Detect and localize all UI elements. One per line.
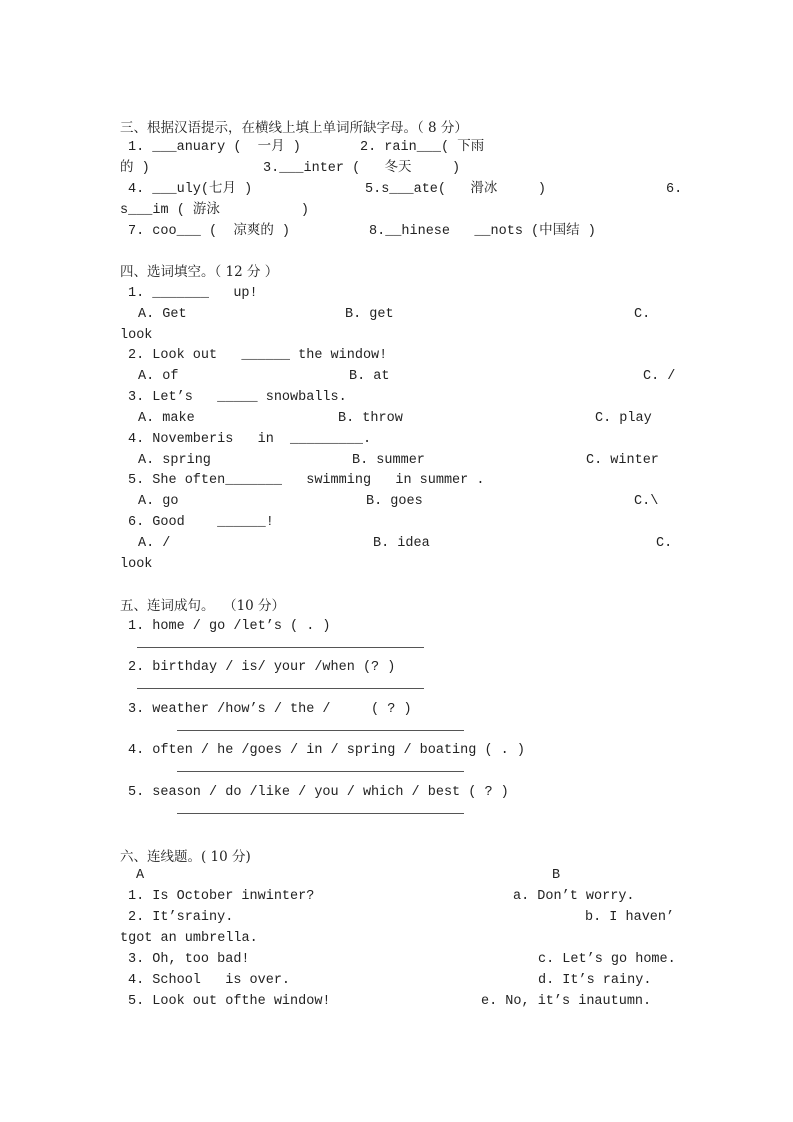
s5-answer-line-5[interactable] [177, 813, 464, 814]
s5-question-2: 2. birthday / is/ your /when (? ) [128, 660, 396, 675]
s3-item-6: s___im ( 游泳 ) [120, 203, 310, 218]
s6-a-item-3: 3. Oh, too bad! [128, 952, 250, 967]
s3-item-4: 4. ___uly(七月 ) [128, 182, 253, 197]
s4-q2-option-c: C. / [643, 369, 676, 384]
s5-answer-line-2[interactable] [137, 688, 424, 689]
s3-item-5: 5.s___ate( 滑冰 ) [365, 182, 546, 197]
s4-q5-option-a: A. go [138, 494, 179, 509]
s6-b-item-b: b. I haven’ [585, 910, 675, 925]
s5-answer-line-1[interactable] [137, 647, 424, 648]
s5-question-3: 3. weather /how’s / the / ( ? ) [128, 702, 412, 717]
s5-question-5: 5. season / do /like / you / which / best ( ? ) [128, 785, 509, 800]
s4-q1-option-b: B. get [345, 307, 394, 322]
s4-q3-option-b: B. throw [338, 411, 403, 426]
s4-q2-option-b: B. at [349, 369, 390, 384]
s6-a-item-1: 1. Is October inwinter? [128, 889, 315, 904]
s6-b-item-e: e. No, it’s inautumn. [481, 994, 652, 1009]
s3-item-1: 1. ___anuary ( 一月 ) [128, 140, 301, 155]
s6-a-item-4: 4. School is over. [128, 973, 291, 988]
s4-q4-option-b: B. summer [352, 453, 425, 468]
s4-q3-option-a: A. make [138, 411, 195, 426]
s6-column-a-label: A [136, 868, 145, 883]
s4-question-2: 2. Look out ______ the window! [128, 348, 388, 363]
s3-item-2: 2. rain___( 下雨 [360, 140, 485, 155]
s4-q1-option-a: A. Get [138, 307, 187, 322]
s4-q2-option-a: A. of [138, 369, 179, 384]
s3-item-8: 8.__hinese __nots (中国结 ) [369, 224, 596, 239]
s4-question-5: 5. She often_______ swimming in summer . [128, 473, 485, 488]
s3-item-7: 7. coo___ ( 凉爽的 ) [128, 224, 291, 239]
s5-question-1: 1. home / go /let’s ( . ) [128, 619, 331, 634]
s4-question-1: 1. _______ up! [128, 286, 258, 301]
section-4-heading: 四、选词填空。（ 12 分 ） [120, 264, 279, 280]
s4-q6-option-c: C. [656, 536, 673, 551]
s4-q3-option-c: C. play [595, 411, 652, 426]
s6-a-item-5: 5. Look out ofthe window! [128, 994, 331, 1009]
s4-q1-option-c: C. [634, 307, 651, 322]
s4-q1-option-c-text: look [120, 328, 153, 343]
s4-q5-option-b: B. goes [366, 494, 423, 509]
s4-q6-option-c-text: look [120, 557, 153, 572]
s5-answer-line-3[interactable] [177, 730, 464, 731]
section-5-heading: 五、连词成句。 （10 分） [120, 598, 286, 614]
s3-item-2-cont: 的 ) [120, 161, 150, 176]
section-6-heading: 六、连线题。( 10 分) [120, 849, 251, 865]
s4-question-4: 4. Novemberis in _________. [128, 432, 372, 447]
s4-q4-option-c: C. winter [586, 453, 659, 468]
s3-item-6-number: 6. [666, 182, 683, 197]
s6-column-b-label: B [552, 868, 561, 883]
s6-b-item-b-cont: tgot an umbrella. [120, 931, 258, 946]
s6-b-item-c: c. Let’s go home. [538, 952, 676, 967]
s6-b-item-a: a. Don’t worry. [513, 889, 635, 904]
s5-question-4: 4. often / he /goes / in / spring / boating ( . ) [128, 743, 525, 758]
s6-b-item-d: d. It’s rainy. [538, 973, 652, 988]
s4-question-6: 6. Good ______! [128, 515, 274, 530]
section-3-heading: 三、根据汉语提示，在横线上填上单词所缺字母。（ 8 分） [120, 120, 468, 136]
s6-a-item-2: 2. It’srainy. [128, 910, 234, 925]
s5-answer-line-4[interactable] [177, 771, 464, 772]
s4-q5-option-c: C.\ [634, 494, 659, 509]
s4-q6-option-a: A. / [138, 536, 171, 551]
s4-q4-option-a: A. spring [138, 453, 211, 468]
s4-question-3: 3. Let’s _____ snowballs. [128, 390, 347, 405]
s4-q6-option-b: B. idea [373, 536, 430, 551]
s3-item-3: 3.___inter ( 冬天 ) [263, 161, 461, 176]
